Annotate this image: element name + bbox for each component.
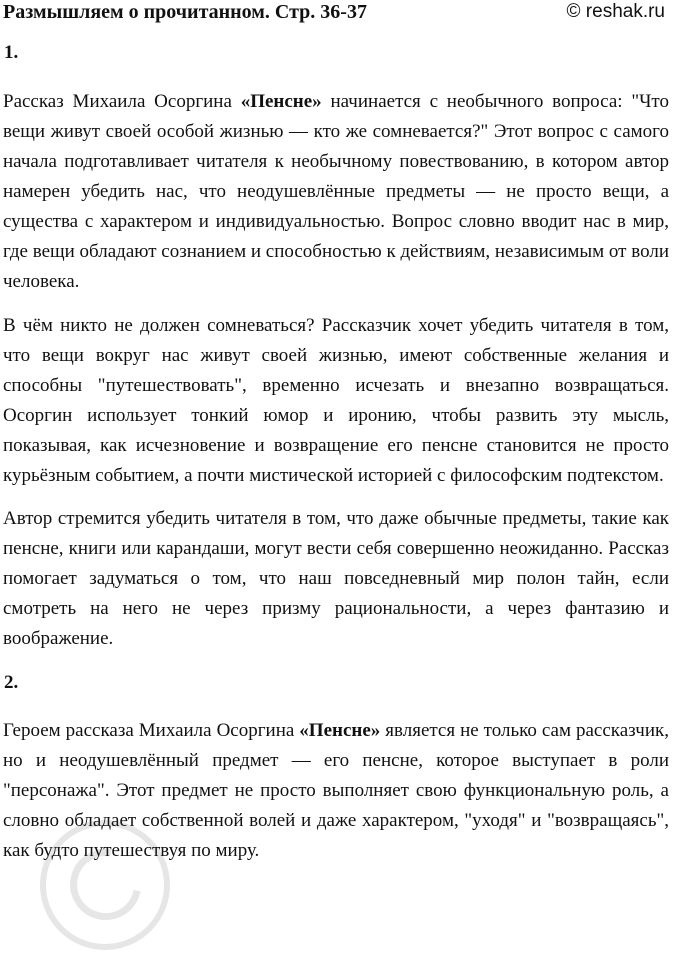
section-1-paragraph-2: В чём никто не должен сомневаться? Рассказчик хочет убедить читателя в том, что вещи вокруг нас живут своей жизнью, имеют собственные желания и способны "путешествовать", временно исчезать и внезапно возвращаться. Осоргин использует тонкий юмор и иронию, чтобы развить эту мысль, показывая, как исчезновение и возвращение его пенсне становится не просто курьёзным событием, а почти мистической историей с философским подтекстом. [3,315,669,486]
paragraph-text: является не только сам рассказчик, но и неодушевлённый предмет — его пенсне, которое выступает в роли "персонажа". Этот предмет не просто выполняет свою функциональную роль, а словно обладает собственной волей и даже характером, "уходя" и "возвращаясь", как будто путешествуя по миру. [3,720,670,861]
section-1-paragraph-3: Автор стремится убедить читателя в том, что даже обычные предметы, такие как пенсне, книги или карандаши, могут вести себя совершенно неожиданно. Рассказ помогает задуматься о том, что наш повседневный мир полон тайн, если смотреть на него не через призму рациональности, а через фантазию и воображение. [3,508,669,649]
section-2-paragraph-1 [3,716,669,866]
section-1-paragraph-1 [3,87,669,297]
section-number-1: 1. [4,42,19,63]
site-credit: © reshak.ru [566,1,665,22]
story-title-bold: «Пенсне» [240,91,322,112]
paragraph-text: начинается с необычного вопроса: "Что вещи живут своей особой жизнью — кто же сомневается?" Этот вопрос с самого начала подготавливает читателя к необычному повествованию, в котором автор намерен убедить нас, что неодушевлённые предметы — не просто вещи, а существа с характером и индивидуальностью. Вопрос словно вводит нас в мир, где вещи обладают сознанием и способностью к действиям, независимым от воли человека. [3,91,669,292]
page-header [3,0,669,30]
paragraph-text: Героем рассказа Михаила Осоргина [3,720,300,741]
story-title-bold: «Пенсне» [299,720,381,741]
paragraph-text: Рассказ Михаила Осоргина [3,91,241,112]
page-title: Размышляем о прочитанном. Стр. 36-37 [3,1,367,23]
section-number-2: 2. [4,672,19,693]
